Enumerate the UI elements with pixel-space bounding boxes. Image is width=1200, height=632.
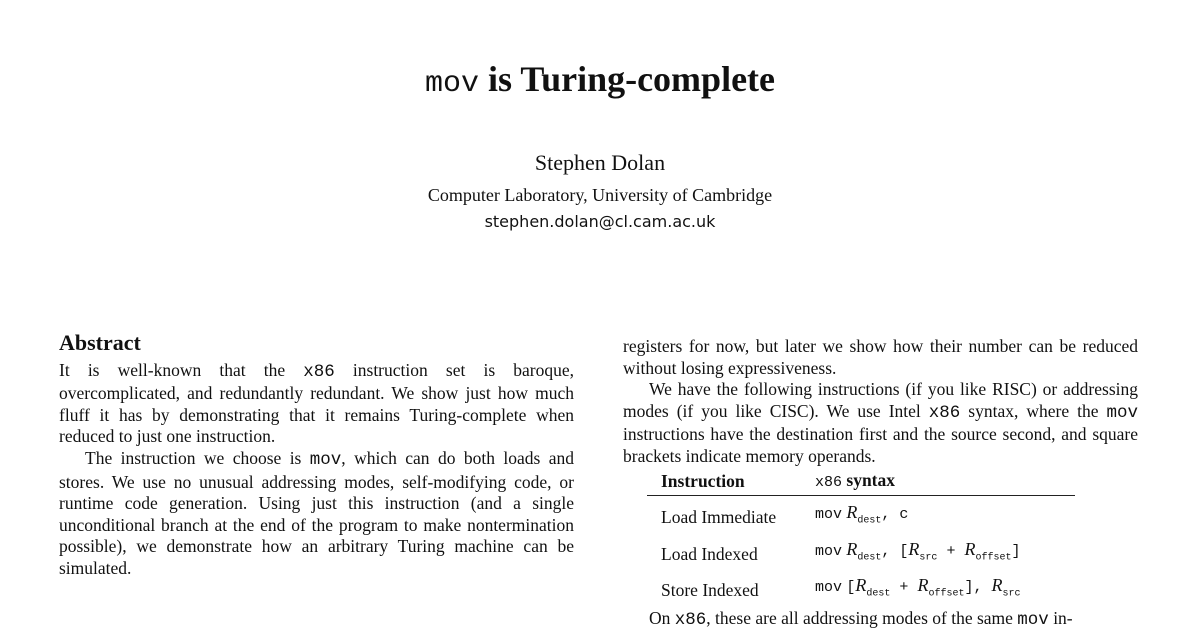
register: $R_{src}$ [908,538,938,564]
subscript: offset [928,588,965,600]
register: $R_{src}$ [991,575,1021,600]
text: It is well-known that the [59,359,304,380]
instruction-syntax [801,533,1075,570]
text: in- [1048,607,1073,628]
header-x86: x86 [815,473,843,491]
inline-code: mov [1106,402,1138,423]
text: instruction set is baroque, overcomplicated, and redundantly redundant. We show just how much fluff it has by demonstrating that it remains Turing-complete when reduced to just one instruction. [59,359,575,447]
instruction-name: Load Indexed [661,543,758,564]
operand: , c [881,506,909,524]
punct: ], [964,579,992,597]
instruction-table [647,470,1075,606]
punct: + [937,542,965,560]
text: instructions have the destination first and the source second, and square brackets indicate memory operands. [623,424,1138,466]
body-paragraph-1: registers for now, but later we show how their number can be reduced without losing expressiveness. [623,336,1138,378]
instruction-syntax [801,496,1075,533]
abstract-paragraph-1 [59,360,574,448]
left-column [59,330,574,580]
punct: , [ [881,542,909,560]
subscript: dest [857,515,882,527]
subscript: src [1002,588,1021,600]
subscript: dest [866,588,891,600]
opcode: mov [815,579,843,597]
header-syntax-label: syntax [846,469,896,490]
instruction-name: Store Indexed [661,580,759,601]
text: , these are all addressing modes of the same [706,607,1018,628]
punct: ] [1011,542,1021,560]
subscript: src [919,552,938,564]
opcode: mov [815,506,843,524]
opcode: mov [815,542,843,560]
abstract-paragraph-2 [59,448,574,580]
subscript: offset [975,552,1012,564]
instruction-name: Load Immediate [661,506,777,527]
text: syntax, where the [960,400,1107,421]
text: We have the following instructions (if you like RISC) or addressing modes (if you like CISC). We use Intel [623,379,1138,421]
punct: [ [846,579,856,597]
text: The instruction we choose is [85,447,310,468]
abstract-heading: Abstract [59,330,141,355]
text: , which can do both loads and stores. We use no unusual addressing modes, self-modifying code, or runtime code generation. Using just this instruction (and a single unconditional branch at the end of the program to make nontermination possible), we demonstrate how an arbitrary Turing machine can be simulated. [59,447,574,578]
table-row [647,569,1075,606]
body-paragraph-2 [623,379,1138,467]
author-name: Stephen Dolan [534,150,666,175]
header-syntax [801,470,1075,496]
author-email: stephen.dolan@cl.cam.ac.uk [484,212,716,231]
register: $R_{dest}$ [846,538,882,564]
affiliation: Computer Laboratory, University of Cambridge [427,185,773,205]
table-row [647,496,1075,533]
title-code: mov [424,67,479,101]
instruction-syntax [801,569,1075,606]
text: On [649,607,675,628]
body-paragraph-3 [623,608,1138,632]
table-row [647,533,1075,570]
title-text: is Turing-complete [479,59,776,99]
header-instruction: Instruction [647,470,801,496]
register: $R_{offset}$ [964,538,1012,564]
register: $R_{offset}$ [917,575,965,600]
inline-code: x86 [928,402,961,423]
subscript: dest [857,552,882,564]
inline-code: x86 [303,361,335,382]
table-header-row [647,470,1075,496]
register: $R_{dest}$ [846,502,882,527]
register: $R_{dest}$ [855,575,891,600]
right-column [623,336,1138,632]
punct: + [890,579,918,597]
paper-title [0,58,1200,101]
inline-code: x86 [674,609,707,630]
inline-code: mov [1017,609,1049,630]
inline-code: mov [309,449,342,470]
